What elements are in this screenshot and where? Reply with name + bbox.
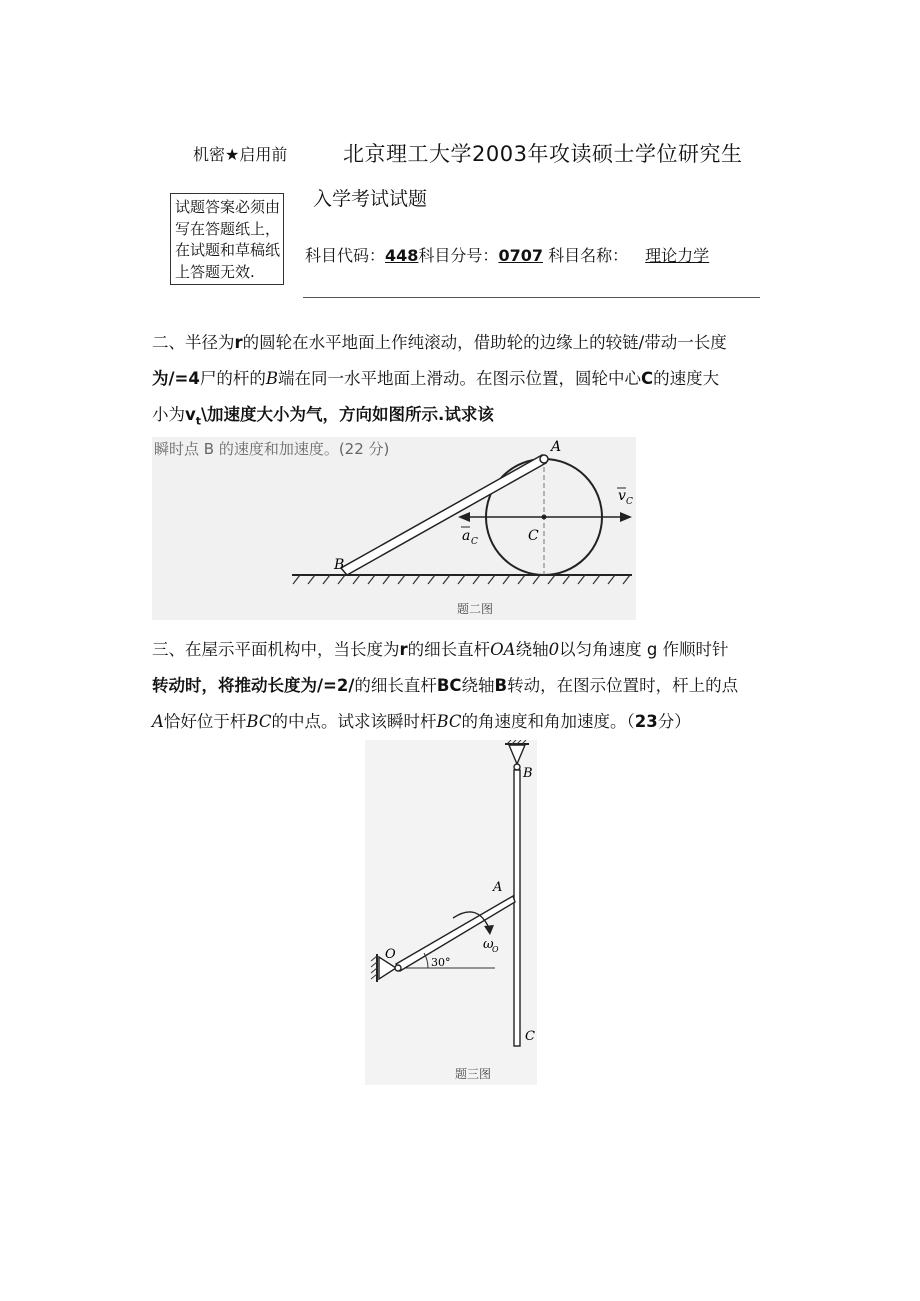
subject-no-label: 科目分号： <box>418 246 499 265</box>
problem-2-text <box>152 325 772 439</box>
var-B: B <box>494 676 508 695</box>
problem-2-line-1 <box>152 325 772 361</box>
label-omega-sub: O <box>492 945 499 954</box>
notice-line: 上答题无效. <box>175 262 255 281</box>
pivot-O <box>395 965 401 971</box>
problem-2-line-2 <box>152 361 772 397</box>
problem-3-line-3 <box>152 704 772 740</box>
problem-2-line-3 <box>152 397 772 439</box>
label-vc: v <box>618 488 626 504</box>
var-A: A <box>152 712 164 731</box>
text: 二、半径为 <box>152 333 235 352</box>
text: 分） <box>657 712 691 731</box>
text: 的角速度和角加速度。（ <box>461 712 635 731</box>
text: 的细长直杆 <box>354 676 437 695</box>
label-B: B <box>523 766 533 781</box>
label-omega: ω <box>483 937 494 952</box>
text: 小为 <box>152 405 185 424</box>
subject-no-value: 0707 <box>498 246 543 265</box>
text: 绕轴 <box>515 640 549 659</box>
text: 转动时，将推动长度为/=2/ <box>152 676 355 695</box>
var-r: r <box>234 333 243 352</box>
label-C: C <box>525 1029 535 1044</box>
label-ac-sub: C <box>471 537 478 547</box>
text: 转动，在图示位置时，杆上的点 <box>507 676 739 695</box>
var-BC: BC <box>436 676 462 695</box>
problem-3-line-1 <box>152 632 772 668</box>
text: 恰好位于杆 <box>163 712 247 731</box>
text: 尸的杆的 <box>199 369 266 388</box>
figure-2-caption: 题二图 <box>457 602 494 616</box>
text: 的细长直杆 <box>407 640 491 659</box>
problem-3-line-2 <box>152 668 772 704</box>
label-A: A <box>551 439 562 455</box>
var-v-sub: t <box>195 414 202 428</box>
rod-BC <box>514 770 520 1046</box>
exam-title: 北京理工大学2003年攻读硕士学位研究生 <box>343 142 743 166</box>
text: 绕轴 <box>461 676 495 695</box>
subject-codes <box>305 243 709 266</box>
var-B: B <box>265 369 278 388</box>
var-v: v <box>185 405 196 424</box>
var-OA: OA <box>490 640 516 659</box>
label-B: B <box>334 557 345 573</box>
hinge-A <box>540 455 548 463</box>
figure-3-caption: 题三图 <box>455 1067 492 1081</box>
label-O: O <box>385 947 396 962</box>
text: \加速度大小为气，方向如图所示.试求该 <box>201 405 494 424</box>
label-vc-sub: C <box>626 497 633 507</box>
label-C: C <box>528 528 539 544</box>
figure-2-rolling-wheel <box>152 437 636 620</box>
text: 的中点。试求该瞬时杆 <box>271 712 437 731</box>
text: 端在同一水平地面上滑动。在图示位置，圆轮中心 <box>277 369 641 388</box>
notice-line: 试题答案必须由 <box>175 198 281 216</box>
label-angle: 30° <box>431 956 451 969</box>
exam-subtitle: 入学考试试题 <box>313 188 428 210</box>
problem-3-text <box>152 632 772 740</box>
notice-line: 写在答题纸上， <box>175 219 281 238</box>
text: 为/=4 <box>152 369 200 388</box>
points: 23 <box>634 712 658 731</box>
subject-name-label: 科目名称： <box>548 246 629 265</box>
code-label: 科目代码： <box>305 246 386 265</box>
text: 的速度大 <box>653 369 720 388</box>
text: 的圆轮在水平地面上作纯滚动，借助轮的边缘上的较链/带动一长度 <box>242 333 727 352</box>
var-r: r <box>399 640 408 659</box>
center-C-dot <box>542 515 547 520</box>
subject-name-value: 理论力学 <box>645 246 710 265</box>
code-value: 448 <box>385 246 419 265</box>
figure-2-top-caption: 瞬时点 B 的速度和加速度。(22 分) <box>154 440 390 458</box>
text: 以匀角速度 g 作顺时针 <box>559 640 729 659</box>
header-divider <box>303 297 760 298</box>
figure-3-linkage <box>365 740 537 1085</box>
confidential-mark: 机密★启用前 <box>193 145 288 164</box>
label-ac: a <box>462 528 471 544</box>
var-O: 0 <box>548 640 560 659</box>
pivot-B <box>514 764 520 770</box>
var-C: C <box>640 369 654 388</box>
label-A: A <box>493 880 503 895</box>
text: 三、在屋示平面机构中，当长度为 <box>152 640 400 659</box>
var-BC: BC <box>246 712 272 731</box>
notice-line: 在试题和草稿纸 <box>175 241 281 259</box>
var-BC: BC <box>436 712 462 731</box>
answer-notice-box <box>170 193 284 285</box>
